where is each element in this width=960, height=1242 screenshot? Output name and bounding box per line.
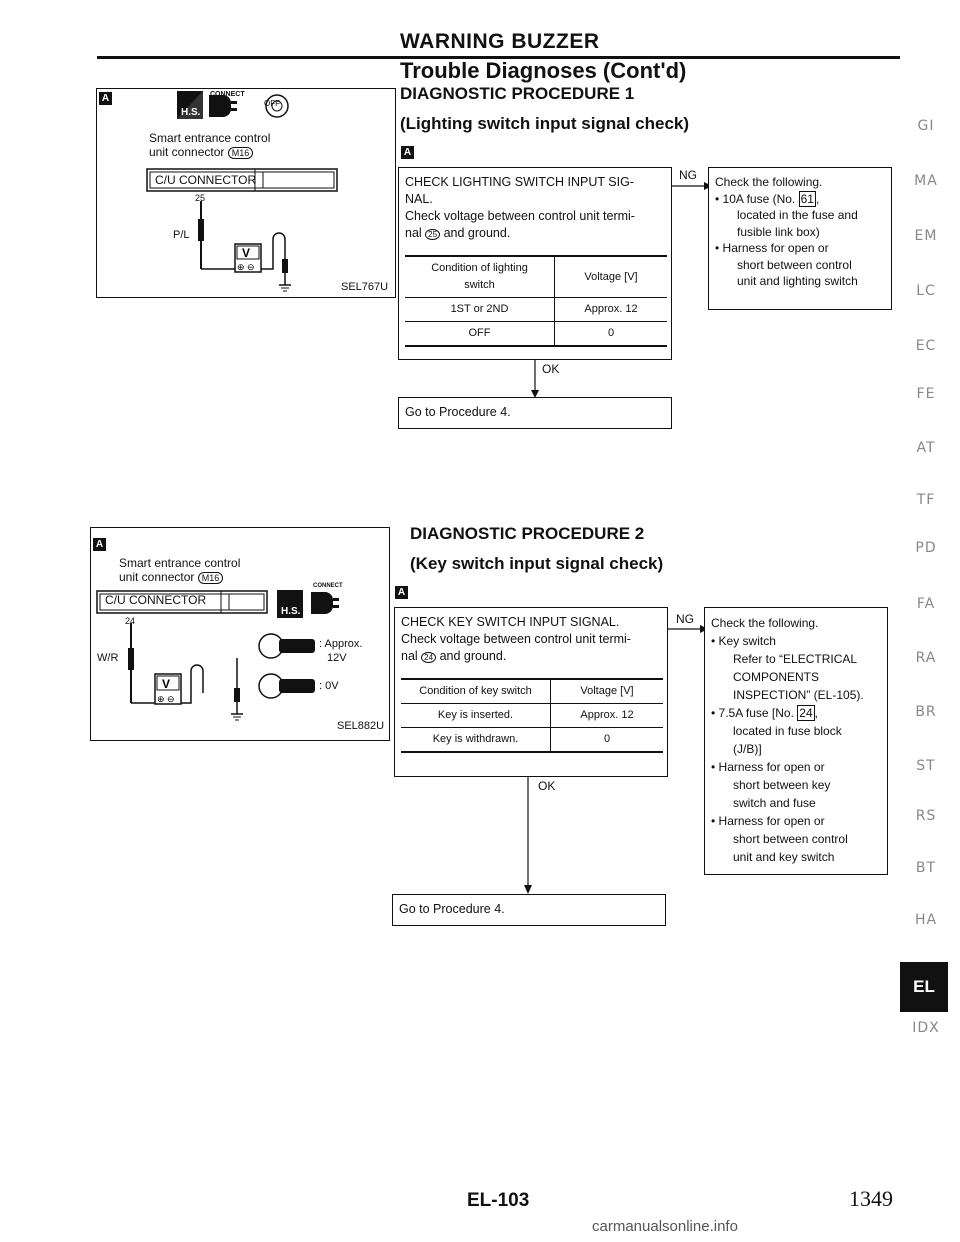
- page-subtitle: Trouble Diagnoses (Cont'd): [400, 58, 687, 83]
- terminal-badge: 25: [425, 229, 440, 240]
- check-lighting-box: CHECK LIGHTING SWITCH INPUT SIG- NAL. Check voltage between control unit termi- nal 25 and ground. Condition of lighting switch Voltage [V] 1ST or 2ND Approx. 12 OFF 0: [398, 167, 672, 360]
- side-tab-ec[interactable]: EC: [915, 338, 937, 354]
- table-row: OFF 0: [405, 322, 667, 347]
- key-inserted-icon: [259, 634, 315, 658]
- watermark: carmanualsonline.info: [592, 1218, 738, 1235]
- approx-label: : Approx.: [319, 638, 363, 650]
- off-label: OFF: [264, 99, 280, 108]
- side-tab-ha[interactable]: HA: [914, 912, 938, 928]
- svg-text:⊕ ⊖: ⊕ ⊖: [157, 694, 175, 704]
- procedure-2-subtitle: (Key switch input signal check): [410, 554, 664, 573]
- connect-label: CONNECT: [313, 583, 343, 589]
- wire-color: P/L: [173, 229, 190, 241]
- goto-procedure-box: Go to Procedure 4.: [392, 894, 666, 926]
- figure-lighting-switch: [96, 88, 396, 298]
- key-withdrawn-icon: [259, 674, 315, 698]
- column-header: Condition of lighting switch: [405, 256, 555, 298]
- svg-text:V: V: [162, 677, 171, 691]
- side-tab-tf[interactable]: TF: [916, 492, 936, 508]
- svg-text:H.S.: H.S.: [281, 606, 301, 617]
- side-tab-el-active[interactable]: EL: [900, 962, 948, 1012]
- marker-a: A: [401, 146, 414, 159]
- table-row: Key is withdrawn. 0: [401, 728, 663, 753]
- side-tab-gi[interactable]: GI: [917, 118, 935, 134]
- column-header: Condition of key switch: [401, 679, 551, 704]
- marker-a: A: [395, 586, 408, 599]
- wire-color: W/R: [97, 652, 119, 664]
- connector-caption: Smart entrance control unit connector M16: [149, 131, 271, 159]
- ok-label: OK: [542, 362, 560, 376]
- section-title: WARNING BUZZER: [400, 30, 600, 53]
- approx-voltage: 12V: [327, 652, 347, 664]
- wiring-diagram-1: [97, 89, 395, 297]
- ok-label: OK: [538, 779, 556, 793]
- cu-connector-label: C/U CONNECTOR: [155, 173, 257, 187]
- harness-side-icon: [177, 91, 203, 119]
- pin-number: 24: [125, 616, 136, 626]
- figure-code: SEL767U: [341, 281, 389, 293]
- side-tab-em[interactable]: EM: [914, 228, 938, 244]
- side-tab-fa[interactable]: FA: [916, 596, 936, 612]
- ng-check-box-2: Check the following. • Key switch Refer to “ELECTRICAL COMPONENTS INSPECTION” (EL-105). • 7.5A fuse [No. 24 , located in fuse block (J/B)] • Harness for open or short between key switch and fuse • Harness for open or short between control unit and key switch: [704, 607, 888, 875]
- pin-number: 25: [195, 193, 206, 203]
- connector-id-badge: M16: [228, 147, 254, 159]
- side-tab-lc[interactable]: LC: [916, 283, 936, 299]
- side-tab-bt[interactable]: BT: [915, 860, 937, 876]
- key-condition-table: [401, 678, 663, 753]
- marker-a: A: [99, 92, 112, 105]
- goto-procedure-box: Go to Procedure 4.: [398, 397, 672, 429]
- ng-arrow: [668, 623, 708, 635]
- connector-plug-icon: [311, 592, 339, 614]
- ng-arrow: [672, 180, 712, 192]
- side-tab-ma[interactable]: MA: [914, 173, 938, 189]
- harness-side-icon: [277, 590, 303, 618]
- page-number: EL-103: [467, 1190, 530, 1211]
- procedure-2-title: DIAGNOSTIC PROCEDURE 2: [410, 524, 645, 543]
- svg-text:V: V: [242, 246, 251, 260]
- procedure-1-subtitle: (Lighting switch input signal check): [400, 114, 690, 133]
- marker-a: A: [93, 538, 106, 551]
- fuse-number-badge: 24: [799, 706, 813, 720]
- side-tab-rs[interactable]: RS: [915, 808, 937, 824]
- wiring-diagram-2: [91, 528, 389, 740]
- table-row: 1ST or 2ND Approx. 12: [405, 298, 667, 322]
- figure-key-switch: [90, 527, 390, 741]
- terminal-badge: 24: [421, 652, 436, 663]
- column-header: Voltage [V]: [555, 256, 668, 298]
- side-tab-br[interactable]: BR: [915, 704, 937, 720]
- check-key-box: CHECK KEY SWITCH INPUT SIGNAL. Check voltage between control unit termi- nal 24 and ground. Condition of key switch Voltage [V] Key is inserted. Approx. 12 Key is withdrawn. 0: [394, 607, 668, 777]
- page-number-right: 1349: [849, 1186, 893, 1211]
- connector-caption: Smart entrance control unit connector M16: [119, 556, 241, 584]
- column-header: Voltage [V]: [551, 679, 664, 704]
- table-row: Key is inserted. Approx. 12: [401, 704, 663, 728]
- figure-code: SEL882U: [337, 720, 385, 732]
- side-tab-st[interactable]: ST: [916, 758, 936, 774]
- side-tab-ra[interactable]: RA: [915, 650, 937, 666]
- ok-arrow: [530, 360, 540, 398]
- svg-text:⊕ ⊖: ⊕ ⊖: [237, 262, 255, 272]
- ng-check-box-1: Check the following. • 10A fuse (No. 61 , located in the fuse and fusible link box) • Harness for open or short between control unit and lighting switch: [708, 167, 892, 310]
- procedure-1-title: DIAGNOSTIC PROCEDURE 1: [400, 84, 635, 103]
- cu-connector-label: C/U CONNECTOR: [105, 593, 207, 607]
- side-tab-at[interactable]: AT: [916, 440, 936, 456]
- side-tab-idx[interactable]: IDX: [912, 1020, 940, 1036]
- zero-voltage: : 0V: [319, 680, 339, 692]
- connector-id-badge: M16: [198, 572, 224, 584]
- connector-plug-icon: [209, 95, 237, 117]
- side-tab-pd[interactable]: PD: [915, 540, 937, 556]
- svg-text:H.S.: H.S.: [181, 107, 201, 118]
- ng-label: NG: [676, 612, 694, 626]
- fuse-number-badge: 61: [800, 191, 814, 206]
- ok-arrow: [523, 777, 533, 895]
- side-tab-fe[interactable]: FE: [916, 386, 936, 402]
- connect-label: CONNECT: [210, 91, 245, 98]
- ng-label: NG: [679, 168, 697, 182]
- lighting-condition-table: [405, 255, 667, 347]
